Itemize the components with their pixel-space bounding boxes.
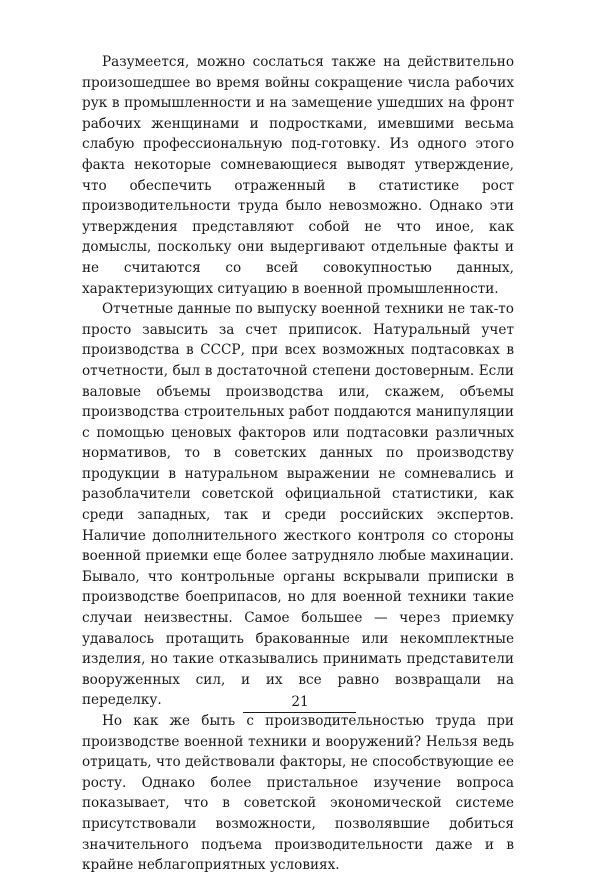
paragraph-1: Разумеется, можно сослаться также на действительно произошедшее во время войны сокращение числа рабочих рук в промышленности и на замещение ушедших на фронт рабочих женщинами и подростками, имевшими весьма слабую профессиональную под-готовку. Из одного этого факта некоторые сомневающиеся выводят утверждение, что обеспечить отраженный в статистике рост производительности труда было невозможно. Однако эти утверждения представляют собой не что иное, как домыслы, поскольку они выдергивают отдельные факты и не считаются со всей совокупностью данных, характеризующих ситуацию в военной промышленности. <box>82 54 514 297</box>
paragraph-3: Но как же быть с производительностью труда при производстве военной техники и вооружений? Нельзя ведь отрицать, что действовали факторы, не способствующие ее росту. Однако более пристальное изучение вопроса показывает, что в советской экономической системе присутствовали возможности, позволявшие добиться значительного подъема производительности даже и в крайне неблагоприятных условиях. <box>82 713 514 874</box>
page-number: 21 <box>291 694 309 710</box>
body-text <box>82 52 514 876</box>
paragraph-2: Отчетные данные по выпуску военной техники не так-то просто завысить за счет приписок. Натуральный учет производства в СССР, при всех возможных подтасовках в отчетности, был в достаточной степени достоверным. Если валовые объемы производства или, скажем, объемы производства строительных работ поддаются манипуляции с помощью ценовых факторов или подтасовки различных нормативов, то в советских данных по производству продукции в натуральном выражении не сомневались и разоблачители советской официальной статистики, как среди западных, так и среди российских экспертов. Наличие дополнительного жесткого контроля со стороны военной приемки еще более затрудняло любые махинации. Бывало, что контрольные органы вскрывали приписки в производстве боеприпасов, но для военной техники такие случаи неизвестны. Самое большее — через приемку удавалось протащить бракованные или некомплектные изделия, но такие отказывались принимать представители вооруженных сил, и их все равно возвращали на переделку. <box>82 301 514 709</box>
page-number-underline <box>243 712 356 713</box>
